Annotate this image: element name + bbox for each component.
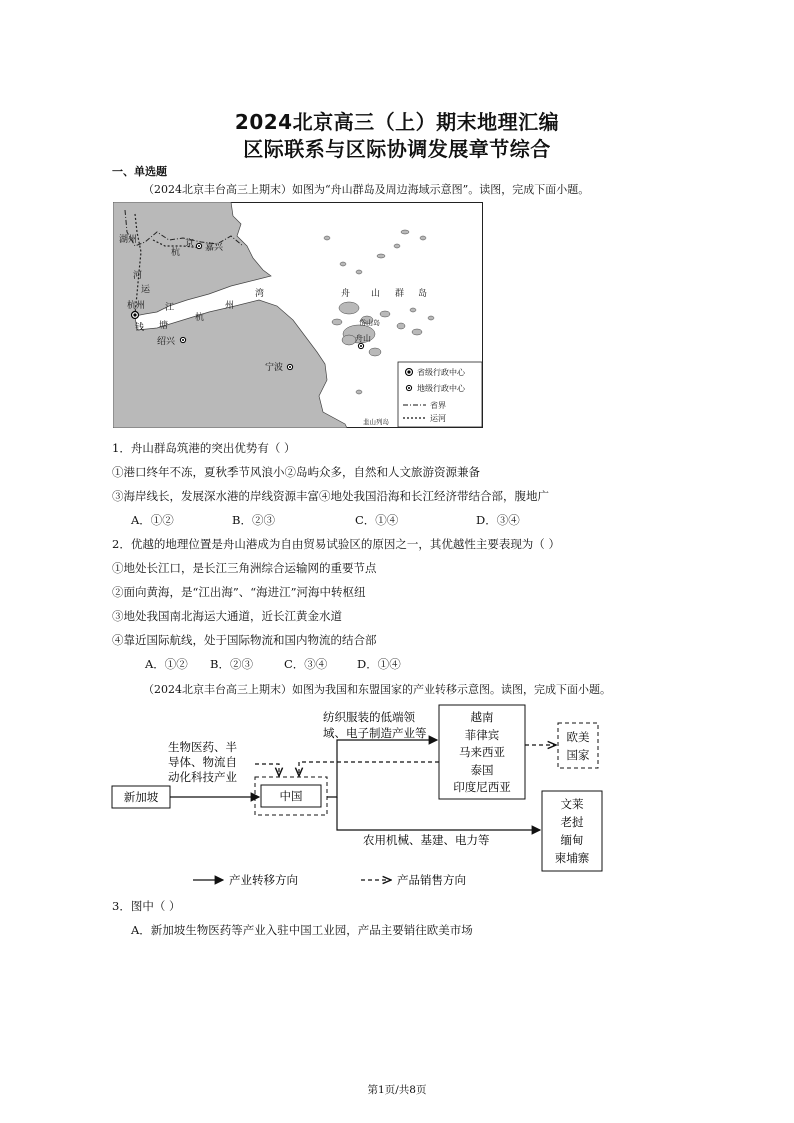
legend-province-border: 省界 — [430, 401, 446, 410]
q3-option-a[interactable]: A．新加坡生物医药等产业入驻中国工业园，产品主要销往欧美市场 — [131, 923, 473, 937]
map-label-tang: 塘 — [159, 321, 169, 331]
legend-prefecture: 地级行政中心 — [417, 384, 465, 393]
country-brunei: 文莱 — [560, 797, 584, 811]
map-label-shan: 山 — [371, 289, 381, 299]
map-label-ningbo: 宁波 — [265, 363, 284, 373]
map-label-qun: 群 — [395, 289, 405, 299]
map-legend — [398, 362, 482, 427]
map-label-shaoxing: 绍兴 — [157, 337, 176, 347]
map-label-jiaxing: 嘉兴 — [205, 243, 224, 253]
q2-option-c[interactable]: C．③④ — [284, 657, 328, 671]
q2-statement-2: ②面向黄海，是“江出海”、“海进江”河海中转枢纽 — [112, 585, 366, 599]
label-sg-line1: 生物医药、半 — [168, 740, 237, 754]
document-title-line1: 2024北京高三（上）期末地理汇编 — [234, 110, 560, 134]
q2-option-d[interactable]: D．①④ — [357, 657, 401, 671]
q2-stem: 2．优越的地理位置是舟山港成为自由贸易试验区的原因之一，其优越性主要表现为（ ） — [112, 537, 560, 551]
zhoushan-map — [113, 202, 483, 428]
q2-statement-1: ①地处长江口，是长江三角洲综合运输网的重要节点 — [112, 561, 377, 575]
q2-statement-4: ④靠近国际航线，处于国际物流和国内物流的结合部 — [112, 633, 377, 647]
box-europe-line2: 国家 — [566, 748, 590, 762]
map-label-qian: 钱 — [135, 323, 145, 333]
document-title-line2: 区际联系与区际协调发展章节综合 — [243, 137, 551, 161]
legend-transfer: 产业转移方向 — [229, 873, 298, 887]
q3-stem: 3．图中（ ） — [112, 899, 181, 913]
map-label-yun: 运 — [141, 285, 151, 295]
q2-statement-3: ③地处我国南北海运大通道，近长江黄金水道 — [112, 609, 342, 623]
map-label-he: 河 — [133, 271, 143, 281]
label-top-line2: 域、电子制造产业等 — [323, 726, 427, 740]
box-europe-line1: 欧美 — [566, 730, 590, 744]
label-bottom: 农用机械、基建、电力等 — [363, 833, 490, 847]
legend-sales: 产品销售方向 — [397, 873, 466, 887]
intro-text-2: （2024北京丰台高三上期末）如图为我国和东盟国家的产业转移示意图。读图，完成下面小题。 — [143, 683, 611, 696]
q2-option-b[interactable]: B．②③ — [210, 657, 253, 671]
box-singapore: 新加坡 — [123, 790, 159, 804]
q1-statement-2: ③海岸线长，发展深水港的岸线资源丰富④地处我国沿海和长江经济带结合部，腹地广 — [112, 489, 549, 503]
legend-canal: 运河 — [430, 414, 446, 423]
map-label-dao: 岛 — [418, 289, 428, 299]
label-sg-line2: 导体、物流自 — [168, 755, 237, 769]
map-label-hang2: 杭 — [195, 313, 205, 323]
country-vietnam: 越南 — [470, 710, 494, 724]
q1-stem: 1．舟山群岛筑港的突出优势有（ ） — [112, 441, 296, 455]
map-label-hang: 杭 — [171, 248, 181, 258]
map-label-huzhou: 湖州 — [119, 235, 138, 245]
box-china: 中国 — [279, 789, 303, 803]
map-label-hangzhou: 杭州 — [127, 301, 146, 311]
map-label-jiang: 江 — [165, 303, 175, 313]
intro-text-1: （2024北京丰台高三上期末）如图为“舟山群岛及周边海域示意图”。读图，完成下面小题。 — [143, 183, 590, 196]
country-thailand: 泰国 — [470, 763, 494, 777]
q1-statement-1: ①港口终年不冻，夏秋季节风浪小②岛屿众多，自然和人文旅游资源兼备 — [112, 465, 480, 479]
map-label-zhoushan: 舟山 — [355, 334, 371, 343]
map-label-jing: 京 — [185, 239, 195, 249]
map-label-daishan: 岱山岛 — [359, 319, 380, 327]
q2-option-a[interactable]: A．①② — [145, 657, 188, 671]
legend-provincial: 省级行政中心 — [417, 368, 465, 377]
country-philippines: 菲律宾 — [464, 728, 500, 742]
country-malaysia: 马来西亚 — [459, 745, 505, 759]
section-label: 一、单选题 — [112, 165, 167, 178]
q1-option-d[interactable]: D．③④ — [476, 513, 520, 527]
q1-option-c[interactable]: C．①④ — [355, 513, 399, 527]
label-top-line1: 纺织服装的低端领 — [323, 710, 415, 724]
q1-option-a[interactable]: A．①② — [131, 513, 174, 527]
map-label-wan: 湾 — [255, 289, 265, 299]
label-sg-line3: 动化科技产业 — [168, 770, 237, 784]
country-indonesia: 印度尼西亚 — [453, 780, 511, 794]
country-myanmar: 缅甸 — [560, 833, 584, 847]
country-laos: 老挝 — [560, 815, 584, 829]
industry-transfer-diagram — [105, 700, 625, 892]
page-footer: 第1页/共8页 — [367, 1084, 427, 1096]
country-cambodia: 柬埔寨 — [554, 851, 590, 865]
map-label-zhou: 州 — [225, 301, 235, 311]
map-label-zhou-s: 舟 — [341, 289, 351, 299]
q1-option-b[interactable]: B．②③ — [232, 513, 275, 527]
map-label-islands: 韭山列岛 — [363, 418, 389, 426]
